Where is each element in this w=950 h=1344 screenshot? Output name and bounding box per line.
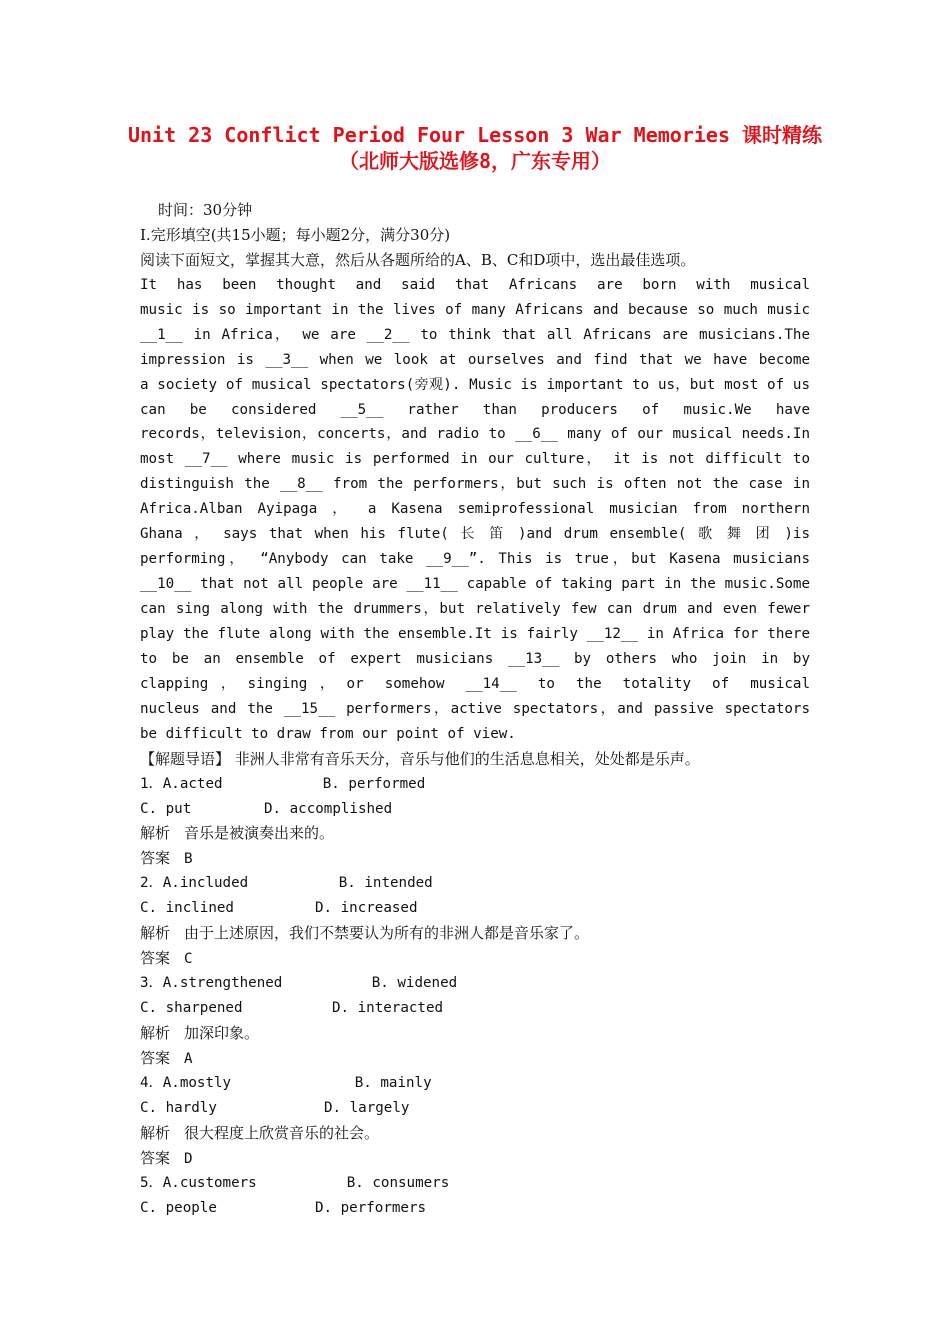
passage-line: to be an ensemble of expert musicians __13__ by others who join in by [140, 650, 810, 667]
option-a: A.customers [162, 1174, 257, 1191]
guide-note [140, 747, 810, 772]
instructions: 阅读下面短文，掌握其大意，然后从各题所给的A、B、C和D项中，选出最佳选项。 [140, 250, 696, 269]
passage-line: be difficult to draw from our point of view. [140, 725, 516, 742]
option-c: C. inclined [140, 900, 234, 917]
answer-value: C [184, 951, 193, 968]
analysis-label: 解析 [140, 1023, 171, 1042]
passage-line: play the flute along with the ensemble.It is fairly __12__ in Africa for there [140, 625, 810, 642]
question-3-options-cd [140, 996, 810, 1021]
section-heading: Ⅰ.完形填空(共15小题；每小题2分，满分30分) [140, 225, 451, 244]
analysis-text: 音乐是被演奏出来的。 [184, 824, 335, 843]
question-number: 2． [140, 875, 163, 892]
passage-line: Africa.Alban Ayipaga ， a Kasena semiprofessional musician from northern [140, 501, 810, 518]
option-c: C. put [140, 800, 192, 817]
option-a: A.strengthened [162, 975, 283, 992]
question-1-answer [140, 846, 810, 871]
option-a: A.acted [162, 775, 223, 792]
question-number: 1． [140, 775, 163, 792]
passage-line: records，television，concerts，and radio to __6__ many of our musical needs.In [140, 426, 810, 443]
time-limit: 时间：30分钟 [158, 201, 253, 219]
question-number: 3． [140, 975, 163, 992]
question-2-answer [140, 946, 810, 971]
option-d: D. interacted [332, 1000, 444, 1016]
option-c: C. hardly [140, 1099, 217, 1116]
analysis-text: 由于上述原因，我们不禁要认为所有的非洲人都是音乐家了。 [184, 924, 590, 943]
question-3-answer [140, 1046, 810, 1071]
option-a: A.mostly [162, 1074, 232, 1091]
option-c: C. sharpened [140, 1000, 243, 1016]
passage-line: impression is __3__ when we look at ourselves and find that we have become [140, 351, 810, 368]
option-d: D. accomplished [264, 800, 393, 817]
option-b: B. mainly [354, 1074, 432, 1091]
passage-line: performing， “Anybody can take __9__”. This is true，but Kasena musicians [140, 551, 810, 568]
option-d: D. largely [324, 1099, 410, 1116]
analysis-label: 解析 [140, 1123, 171, 1142]
guide-label: 【解题导语】 [140, 749, 231, 768]
passage-line: can be considered __5__ rather than producers of music.We have [140, 401, 810, 418]
passage-line: __1__ in Africa， we are __2__ to think that all Africans are musicians.The [140, 326, 810, 343]
option-c: C. people [140, 1199, 217, 1216]
option-b: B. consumers [346, 1174, 450, 1191]
analysis-label: 解析 [140, 824, 171, 843]
question-4-options-cd [140, 1096, 810, 1121]
question-4-analysis [140, 1121, 810, 1146]
question-number: 5． [140, 1174, 163, 1191]
passage-line: a society of musical spectators(旁观). Music is important to us，but most of us [140, 376, 810, 393]
question-3-options-ab [140, 971, 810, 996]
answer-value: A [184, 1050, 193, 1067]
option-a: A.included [162, 875, 249, 892]
answer-value: D [184, 1150, 193, 1167]
question-2-options-ab [140, 871, 810, 896]
passage-line: clapping，singing，or somehow __14__ to the totality of musical [140, 675, 810, 692]
document-title-line1: Unit 23 Conflict Period Four Lesson 3 War Memories 课时精练 [127, 123, 823, 147]
analysis-text: 很大程度上欣赏音乐的社会。 [184, 1123, 380, 1142]
question-1-analysis [140, 821, 810, 846]
question-2-options-cd [140, 896, 810, 921]
question-3-analysis [140, 1021, 810, 1046]
passage-line: __10__ that not all people are __11__ capable of taking part in the music.Some [140, 576, 810, 593]
question-1-options-cd [140, 797, 810, 822]
option-b: B. widened [371, 975, 458, 992]
question-1-options-ab [140, 772, 810, 797]
question-5-options-cd [140, 1196, 810, 1221]
passage-line: distinguish the __8__ from the performers，but such is often not the case in [140, 476, 810, 493]
cloze-passage [140, 273, 810, 747]
answer-label: 答案 [140, 1148, 171, 1167]
question-4-answer [140, 1146, 810, 1171]
passage-line: can sing along with the drummers，but relatively few can drum and even fewer [140, 601, 810, 617]
passage-line: music is so important in the lives of many Africans and because so much music [140, 301, 810, 318]
passage-line: Ghana ， says that when his flute( 长 笛 )and drum ensemble( 歌 舞 团 )is [140, 526, 810, 543]
option-b: B. intended [338, 875, 433, 892]
question-2-analysis [140, 921, 810, 946]
question-4-options-ab [140, 1071, 810, 1096]
answer-value: B [184, 851, 193, 868]
passage-line: most __7__ where music is performed in our culture， it is not difficult to [140, 451, 810, 468]
document-title-line2: （北师大版选修8，广东专用） [338, 149, 612, 173]
option-d: D. performers [315, 1199, 427, 1216]
option-d: D. increased [315, 900, 418, 917]
guide-text: 非洲人非常有音乐天分，音乐与他们的生活息息相关，处处都是乐声。 [234, 749, 700, 768]
analysis-text: 加深印象。 [184, 1023, 260, 1042]
answer-label: 答案 [140, 1048, 171, 1067]
answer-label: 答案 [140, 949, 171, 968]
option-b: B. performed [322, 775, 426, 792]
passage-line: It has been thought and said that Africans are born with musical [140, 276, 810, 293]
passage-line: nucleus and the __15__ performers，active spectators，and passive spectators [140, 700, 810, 717]
question-5-options-ab [140, 1171, 810, 1196]
document-body [140, 198, 810, 1220]
answer-label: 答案 [140, 849, 171, 868]
question-number: 4． [140, 1074, 163, 1091]
analysis-label: 解析 [140, 924, 171, 943]
